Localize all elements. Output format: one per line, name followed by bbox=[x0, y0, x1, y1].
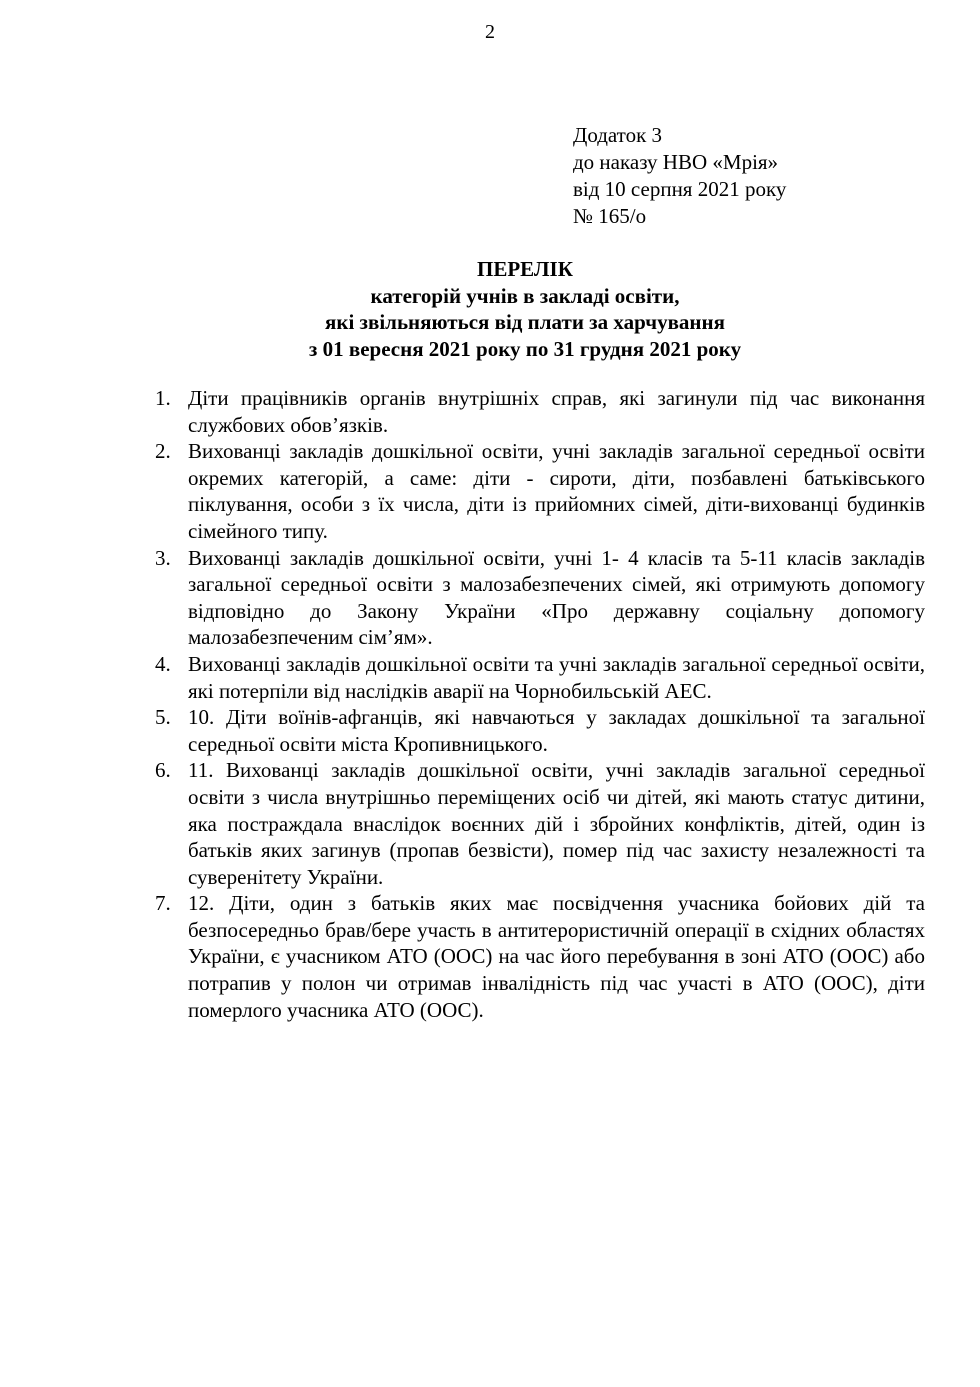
list-item-text: Вихованці закладів дошкільної освіти, учні 1- 4 класів та 5-11 класів закладів загальної середньої освіти з малозабезпечених сімей, які отримують допомогу відповідно до Закону України «Про державну соціальну допомогу малозабезпеченим сім’ям». bbox=[188, 545, 925, 650]
list-item-number: 3. bbox=[155, 545, 171, 570]
list-item bbox=[155, 438, 925, 544]
title-line: категорій учнів в закладі освіти, bbox=[370, 283, 680, 308]
annex-header-line: від 10 серпня 2021 року bbox=[573, 177, 787, 201]
list-item-number: 7. bbox=[155, 891, 171, 916]
list-item bbox=[155, 385, 925, 438]
list-item-text: Вихованці закладів дошкільної освіти, учні закладів загальної середньої освіти окремих категорій, а саме: діти - сироти, діти, позбавлені батьківського піклування, особи з їх числа, діти із прийомних сімей, діти-вихованці будинків сімейного типу. bbox=[188, 439, 925, 543]
list-item-text: 12. Діти, один з батьків яких має посвідчення учасника бойових дій та безпосередньо брав/бере участь в антитерористичній операції в східних областях України, є учасником АТО (ООС) на час його перебування в зоні АТО (ООС) або потрапив у полон чи отримав інвалідність під час участі в АТО (ООС), діти померлого учасника АТО (ООС). bbox=[188, 891, 925, 1022]
categories-list bbox=[155, 385, 925, 1023]
document-title bbox=[140, 256, 910, 362]
annex-header bbox=[573, 122, 786, 230]
annex-header-line: № 165/о bbox=[573, 204, 647, 228]
title-line: з 01 вересня 2021 року по 31 грудня 2021 року bbox=[308, 336, 742, 361]
list-item bbox=[155, 890, 925, 1023]
list-item bbox=[155, 651, 925, 704]
title-line: які звільняються від плати за харчування bbox=[325, 310, 725, 334]
list-item bbox=[155, 545, 925, 651]
list-item-text: Діти працівників органів внутрішніх справ, які загинули під час виконання службових обов’язків. bbox=[188, 386, 925, 437]
list-item-number: 6. bbox=[155, 758, 171, 783]
page-number: 2 bbox=[485, 21, 495, 43]
annex-header-line: Додаток 3 bbox=[573, 123, 663, 147]
list-item-text: 11. Вихованці закладів дошкільної освіти, учні закладів загальної середньої освіти з числа внутрішньо переміщених осіб чи дітей, які мають статус дитини, яка постраждала внаслідок воєнних дій і збройних конфліктів, дітей, один із батьків яких загинув (пропав безвісти), помер під час захисту незалежності та суверенітету України. bbox=[188, 758, 925, 889]
list-item-number: 2. bbox=[155, 439, 171, 464]
annex-header-line: до наказу НВО «Мрія» bbox=[573, 150, 779, 174]
list-item-number: 5. bbox=[155, 705, 171, 730]
list-item-number: 4. bbox=[155, 651, 171, 676]
list-item-text: 10. Діти воїнів-афганців, які навчаються у закладах дошкільної та загальної середньої освіти міста Кропивницького. bbox=[188, 705, 925, 756]
list-item bbox=[155, 704, 925, 757]
list-item-number: 1. bbox=[155, 386, 171, 410]
list-item-text: Вихованці закладів дошкільної освіти та учні закладів загальної середньої освіти, які потерпіли від наслідків аварії на Чорнобильській АЕС. bbox=[188, 651, 925, 703]
list-item bbox=[155, 757, 925, 890]
title-line: ПЕРЕЛІК bbox=[477, 257, 573, 281]
